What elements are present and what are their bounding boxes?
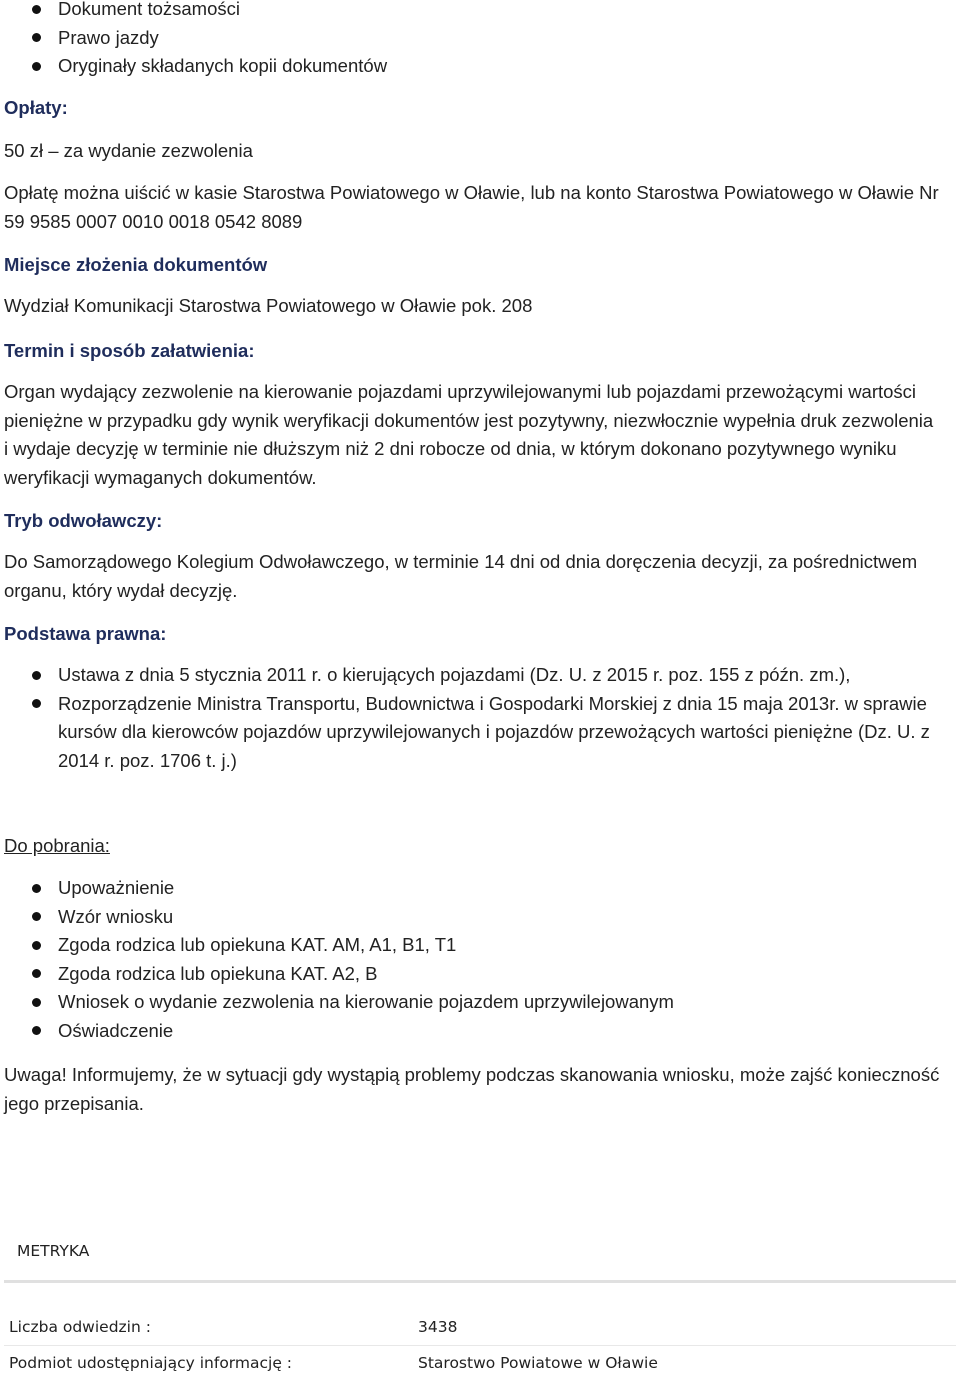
metryka-label-publisher: Podmiot udostępniający informację :: [9, 1354, 293, 1372]
download-item[interactable]: Wniosek o wydanie zezwolenia na kierowanie pojazdem uprzywilejowanym: [0, 988, 674, 1017]
bullet-icon: [32, 33, 41, 42]
bullet-icon: [32, 671, 41, 680]
metryka-value-publisher: Starostwo Powiatowe w Oławie: [418, 1354, 658, 1372]
downloads-heading[interactable]: Do pobrania:: [4, 835, 110, 856]
bullet-icon: [32, 998, 41, 1007]
list-item: Prawo jazdy: [0, 24, 387, 53]
fees-payment-info: Opłatę można uiścić w kasie Starostwa Powiatowego w Oławie, lub na konto Starostwa Powiatowego w Oławie Nr 59 9585 0007 0010 0018 0542 8089: [4, 182, 939, 232]
bullet-icon: [32, 941, 41, 950]
metryka-row-divider: [4, 1345, 956, 1346]
place-heading: Miejsce złożenia dokumentów: [4, 254, 268, 275]
download-item[interactable]: Zgoda rodzica lub opiekuna KAT. AM, A1, B1, T1: [0, 931, 674, 960]
download-item[interactable]: Oświadczenie: [0, 1017, 674, 1046]
legal-basis-list: [0, 661, 940, 775]
download-item[interactable]: Wzór wniosku: [0, 903, 674, 932]
bullet-icon: [32, 912, 41, 921]
bullet-icon: [32, 5, 41, 14]
bullet-icon: [32, 884, 41, 893]
documents-list: [0, 0, 387, 81]
list-item: Oryginały składanych kopii dokumentów: [0, 52, 387, 81]
metryka-divider: [4, 1280, 956, 1283]
download-item[interactable]: Upoważnienie: [0, 874, 674, 903]
appeal-heading: Tryb odwoławczy:: [4, 510, 163, 531]
metryka-label-visits: Liczba odwiedzin :: [9, 1318, 151, 1336]
list-item: Rozporządzenie Ministra Transportu, Budownictwa i Gospodarki Morskiej z dnia 15 maja 2013r. w sprawie kursów dla kierowców pojazdów uprzywilejowanych i pojazdów przewożących wartości pieniężne (Dz. U. z 2014 r. poz. 1706 t. j.): [0, 690, 940, 776]
deadline-text: Organ wydający zezwolenie na kierowanie pojazdami uprzywilejowanymi lub pojazdami przewożącymi wartości pieniężne w przypadku gdy wynik weryfikacji dokumentów jest pozytywny, niezwłocznie wypełnia druk zezwolenia i wydaje decyzję w terminie nie dłuższym niż 2 dni robocze od dnia, w którym dokonano pozytywnego wyniku weryfikacji wymaganych dokumentów.: [4, 381, 934, 488]
legal-basis-heading: Podstawa prawna:: [4, 623, 167, 644]
appeal-text: Do Samorządowego Kolegium Odwoławczego, w terminie 14 dni od dnia doręczenia decyzji, za pośrednictwem organu, który wydał decyzję.: [4, 551, 918, 601]
fees-heading: Opłaty:: [4, 97, 68, 118]
deadline-heading: Termin i sposób załatwienia:: [4, 340, 255, 361]
list-item: Dokument tożsamości: [0, 0, 387, 24]
bullet-icon: [32, 699, 41, 708]
download-item[interactable]: Zgoda rodzica lub opiekuna KAT. A2, B: [0, 960, 674, 989]
place-text: Wydział Komunikacji Starostwa Powiatowego w Oławie pok. 208: [4, 295, 533, 316]
metryka-value-visits: 3438: [418, 1318, 458, 1336]
list-item: Ustawa z dnia 5 stycznia 2011 r. o kierujących pojazdami (Dz. U. z 2015 r. poz. 155 z późn. zm.),: [0, 661, 940, 690]
bullet-icon: [32, 969, 41, 978]
downloads-list: [0, 874, 674, 1046]
bullet-icon: [32, 62, 41, 71]
bullet-icon: [32, 1026, 41, 1035]
notice-text: Uwaga! Informujemy, że w sytuacji gdy wystąpią problemy podczas skanowania wniosku, może zajść konieczność jego przepisania.: [4, 1064, 940, 1114]
metryka-title: METRYKA: [17, 1242, 90, 1260]
fees-amount: 50 zł – za wydanie zezwolenia: [4, 140, 253, 161]
